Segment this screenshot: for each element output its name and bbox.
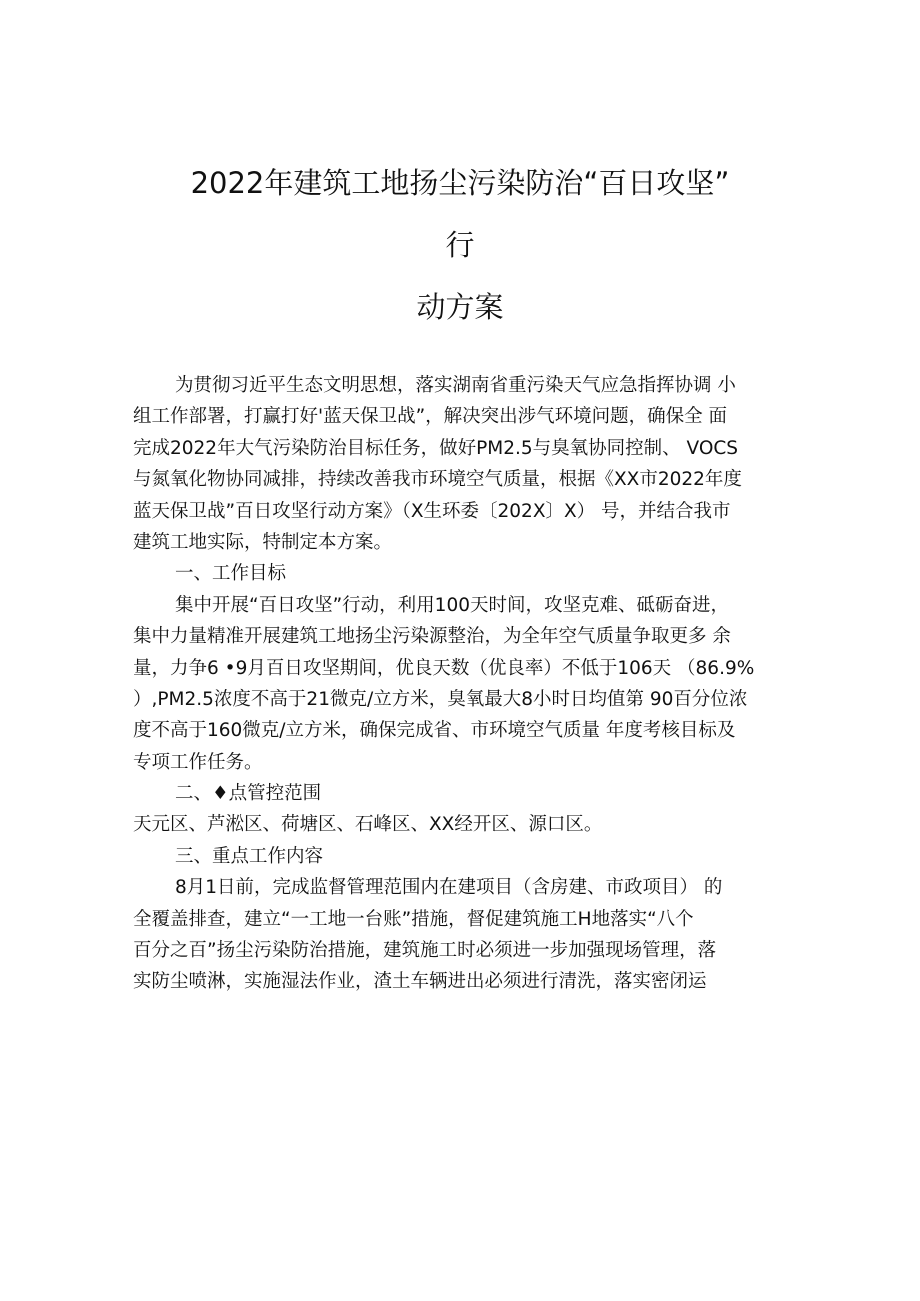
- body-line: 三、重点工作内容: [175, 845, 324, 867]
- body-line: 度不高于160微克/立方米，确保完成省、市环境空气质量 年度考核目标及: [133, 720, 736, 742]
- body-line: 蓝天保卫战”百日攻坚行动方案》（X生环委〔202X〕X） 号，并结合我市: [133, 500, 731, 522]
- title-line-1: 2022年建筑工地扬尘污染防治“百日攻坚”: [190, 166, 730, 200]
- title-line-2: 行: [445, 228, 475, 262]
- body-line: 与氮氧化物协同减排，持续改善我市环境空气质量，根据《XX市2022年度: [133, 469, 742, 491]
- body-line: 专项工作任务。: [133, 751, 263, 773]
- body-line: 建筑工地实际，特制定本方案。: [133, 531, 393, 553]
- document-title: [60, 166, 860, 324]
- body-line: 为贯彻习近平生态文明思想，落实湖南省重污染天气应急指挥协调 小: [175, 375, 736, 396]
- body-line: 量，力争6 •9月百日攻坚期间，优良天数（优良率）不低于106天 （86.9%: [133, 657, 755, 679]
- body-line: 实防尘喷淋，实施湿法作业，渣土车辆进出必须进行清洗，落实密闭运: [133, 971, 707, 993]
- body-line: 百分之百”扬尘污染防治措施，建筑施工时必须进一步加强现场管理，落: [133, 940, 717, 962]
- body-line: 8月1日前，完成监督管理范围内在建项目（含房建、市政项目） 的: [175, 877, 723, 899]
- body-line: 集中开展“百日攻坚”行动，利用100天时间，攻坚克难、砥砺奋进，: [175, 594, 729, 616]
- body-line: 完成2022年大气污染防治目标任务，做好PM2.5与臭氧协同控制、 VOCS: [133, 437, 739, 459]
- body-line: 全覆盖排查，建立“一工地一台账”措施，督促建筑施工H地落实“八个: [133, 908, 694, 930]
- body-line: 一、工作目标: [175, 563, 287, 585]
- title-line-3: 动方案: [416, 290, 504, 324]
- body-line: 二、♦点管控范围: [175, 783, 322, 805]
- body-line: 集中力量精准开展建筑工地扬尘污染源整治，为全年空气质量争取更多 余: [133, 626, 731, 648]
- body-line: ）,PM2.5浓度不高于21微克/立方米，臭氧最大8小时日均值第 90百分位浓: [133, 688, 748, 710]
- body-line: 组工作部署，打赢打好'蓝天保卫战”，解决突出涉气环境问题，确保全 面: [133, 406, 728, 428]
- document-body: [133, 370, 793, 998]
- body-line: 天元区、芦淞区、荷塘区、石峰区、XX经开区、源口区。: [133, 814, 603, 836]
